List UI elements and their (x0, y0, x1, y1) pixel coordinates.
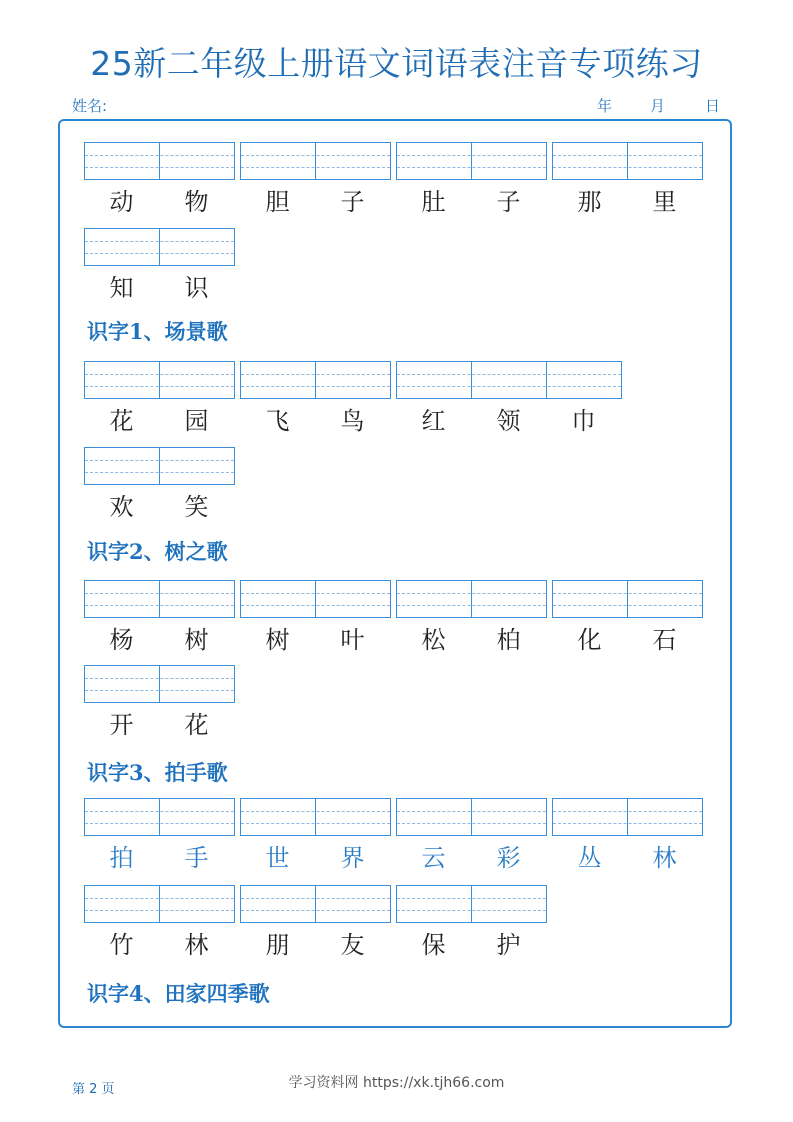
guide-line (397, 811, 546, 812)
pinyin-box (84, 361, 235, 399)
pinyin-cell[interactable] (472, 143, 547, 179)
hanzi-character: 动 (109, 188, 134, 216)
hanzi-character: 柏 (496, 626, 521, 654)
pinyin-cell[interactable] (160, 666, 235, 702)
guide-line (85, 460, 234, 461)
hanzi-character: 欢 (109, 493, 134, 521)
pinyin-cell[interactable] (472, 362, 547, 398)
hanzi-character: 花 (109, 407, 134, 435)
guide-line (85, 472, 234, 473)
pinyin-cell[interactable] (472, 581, 547, 617)
hanzi-character: 拍 (109, 844, 134, 872)
pinyin-cell[interactable] (85, 362, 160, 398)
guide-line (397, 605, 546, 606)
pinyin-cell[interactable] (316, 886, 391, 922)
year-label: 年 (597, 97, 613, 115)
hanzi-character: 世 (265, 844, 290, 872)
pinyin-box (396, 580, 547, 618)
guide-line (241, 605, 390, 606)
page-number: 第 2 页 (72, 1082, 115, 1097)
hanzi-character: 巾 (571, 407, 596, 435)
pinyin-cell[interactable] (472, 886, 547, 922)
pinyin-cell[interactable] (241, 362, 316, 398)
pinyin-cell[interactable] (241, 886, 316, 922)
hanzi-character: 树 (184, 626, 209, 654)
guide-line (553, 593, 702, 594)
name-label: 姓名: (72, 97, 108, 115)
pinyin-box (84, 798, 235, 836)
pinyin-box (552, 580, 703, 618)
guide-line (85, 678, 234, 679)
guide-line (85, 241, 234, 242)
pinyin-cell[interactable] (553, 581, 628, 617)
hanzi-character: 护 (496, 931, 521, 959)
hanzi-character: 胆 (265, 188, 290, 216)
guide-line (553, 155, 702, 156)
pinyin-cell[interactable] (241, 799, 316, 835)
pinyin-box (396, 885, 547, 923)
hanzi-character: 朋 (265, 931, 290, 959)
pinyin-box (84, 228, 235, 266)
pinyin-cell[interactable] (316, 581, 391, 617)
pinyin-cell[interactable] (628, 799, 703, 835)
guide-line (553, 605, 702, 606)
guide-line (241, 910, 390, 911)
hanzi-character: 物 (184, 188, 209, 216)
guide-line (553, 811, 702, 812)
guide-line (397, 374, 621, 375)
pinyin-cell[interactable] (472, 799, 547, 835)
guide-line (85, 155, 234, 156)
guide-line (241, 811, 390, 812)
hanzi-character: 肚 (421, 188, 446, 216)
pinyin-box (240, 798, 391, 836)
pinyin-cell[interactable] (547, 362, 622, 398)
guide-line (85, 253, 234, 254)
hanzi-character: 领 (496, 407, 521, 435)
pinyin-cell[interactable] (241, 581, 316, 617)
day-label: 日 (705, 97, 721, 115)
hanzi-character: 识 (184, 274, 209, 302)
hanzi-character: 树 (265, 626, 290, 654)
pinyin-box (396, 142, 547, 180)
guide-line (397, 910, 546, 911)
pinyin-cell[interactable] (85, 886, 160, 922)
section-heading: 识字3、拍手歌 (87, 760, 228, 785)
guide-line (397, 823, 546, 824)
pinyin-box (84, 885, 235, 923)
pinyin-box (240, 885, 391, 923)
hanzi-character: 化 (577, 626, 602, 654)
hanzi-character: 知 (109, 274, 134, 302)
guide-line (85, 386, 234, 387)
guide-line (241, 386, 390, 387)
hanzi-character: 子 (340, 188, 365, 216)
pinyin-box (552, 798, 703, 836)
pinyin-box (84, 142, 235, 180)
pinyin-cell[interactable] (397, 143, 472, 179)
hanzi-character: 丛 (577, 844, 602, 872)
pinyin-box (84, 580, 235, 618)
page-title: 25新二年级上册语文词语表注音专项练习 (90, 44, 703, 83)
pinyin-box (84, 447, 235, 485)
guide-line (85, 167, 234, 168)
hanzi-character: 彩 (496, 844, 521, 872)
pinyin-cell[interactable] (160, 581, 235, 617)
pinyin-box (240, 580, 391, 618)
guide-line (241, 593, 390, 594)
pinyin-box (396, 798, 547, 836)
guide-line (397, 155, 546, 156)
hanzi-character: 云 (421, 844, 446, 872)
guide-line (85, 374, 234, 375)
pinyin-cell[interactable] (160, 448, 235, 484)
pinyin-cell[interactable] (85, 799, 160, 835)
guide-line (85, 811, 234, 812)
hanzi-character: 那 (577, 188, 602, 216)
section-heading: 识字2、树之歌 (87, 539, 228, 564)
pinyin-box (240, 142, 391, 180)
pinyin-cell[interactable] (160, 886, 235, 922)
hanzi-character: 鸟 (340, 407, 365, 435)
hanzi-character: 叶 (340, 626, 365, 654)
guide-line (241, 155, 390, 156)
pinyin-cell[interactable] (160, 362, 235, 398)
guide-line (397, 167, 546, 168)
guide-line (241, 898, 390, 899)
hanzi-character: 友 (340, 931, 365, 959)
hanzi-character: 笑 (184, 493, 209, 521)
pinyin-cell[interactable] (628, 143, 703, 179)
section-heading: 识字1、场景歌 (87, 319, 228, 344)
pinyin-cell[interactable] (160, 143, 235, 179)
month-label: 月 (650, 97, 666, 115)
site-footer: 学习资料网 https://xk.tjh66.com (288, 1075, 505, 1091)
pinyin-cell[interactable] (241, 143, 316, 179)
hanzi-character: 红 (421, 407, 446, 435)
hanzi-character: 林 (652, 844, 677, 872)
pinyin-cell[interactable] (316, 362, 391, 398)
pinyin-cell[interactable] (628, 581, 703, 617)
guide-line (397, 593, 546, 594)
hanzi-character: 园 (184, 407, 209, 435)
pinyin-box (84, 665, 235, 703)
pinyin-cell[interactable] (553, 799, 628, 835)
hanzi-character: 界 (340, 844, 365, 872)
guide-line (85, 910, 234, 911)
pinyin-cell[interactable] (553, 143, 628, 179)
pinyin-cell[interactable] (160, 229, 235, 265)
hanzi-character: 松 (421, 626, 446, 654)
hanzi-character: 手 (184, 844, 209, 872)
pinyin-cell[interactable] (85, 666, 160, 702)
guide-line (241, 823, 390, 824)
hanzi-character: 子 (496, 188, 521, 216)
guide-line (85, 593, 234, 594)
guide-line (241, 167, 390, 168)
guide-line (85, 605, 234, 606)
pinyin-cell[interactable] (85, 448, 160, 484)
hanzi-character: 竹 (109, 931, 134, 959)
pinyin-cell[interactable] (160, 799, 235, 835)
pinyin-cell[interactable] (85, 143, 160, 179)
hanzi-character: 石 (652, 626, 677, 654)
section-heading: 识字4、田家四季歌 (87, 981, 270, 1006)
guide-line (85, 690, 234, 691)
hanzi-character: 保 (421, 931, 446, 959)
pinyin-cell[interactable] (316, 799, 391, 835)
pinyin-box (240, 361, 391, 399)
pinyin-cell[interactable] (85, 229, 160, 265)
guide-line (397, 386, 621, 387)
pinyin-box (552, 142, 703, 180)
guide-line (553, 167, 702, 168)
hanzi-character: 里 (652, 188, 677, 216)
guide-line (241, 374, 390, 375)
guide-line (397, 898, 546, 899)
pinyin-cell[interactable] (397, 581, 472, 617)
pinyin-cell[interactable] (397, 362, 472, 398)
pinyin-cell[interactable] (85, 581, 160, 617)
hanzi-character: 开 (109, 711, 134, 739)
hanzi-character: 花 (184, 711, 209, 739)
pinyin-box (396, 361, 622, 399)
guide-line (85, 823, 234, 824)
hanzi-character: 杨 (109, 626, 134, 654)
pinyin-cell[interactable] (397, 886, 472, 922)
guide-line (85, 898, 234, 899)
hanzi-character: 飞 (265, 407, 290, 435)
hanzi-character: 林 (184, 931, 209, 959)
pinyin-cell[interactable] (316, 143, 391, 179)
pinyin-cell[interactable] (397, 799, 472, 835)
guide-line (553, 823, 702, 824)
